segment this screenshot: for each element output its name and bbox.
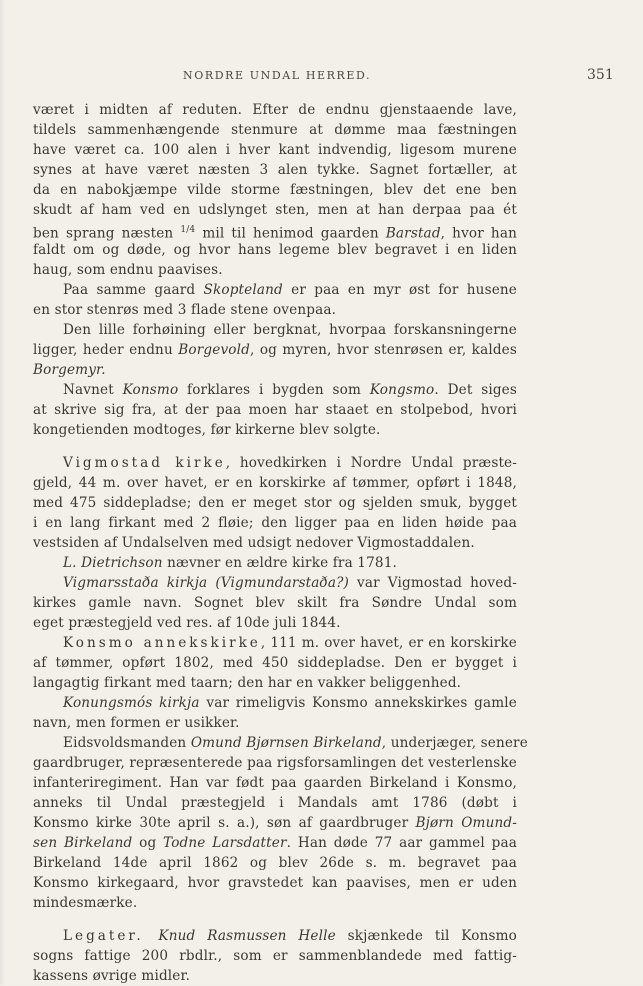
text-line: Vigmostad kirke, hovedkirken i Nordre Undal præste- (63, 455, 517, 471)
person-name: Omund- (461, 815, 517, 831)
place-name: Borgemyr. (33, 362, 106, 378)
text-line: med 475 siddepladse; den er meget stor og sjelden smuk, bygget (33, 495, 517, 511)
text-line: skudt af ham ved en udslynget sten, men at han derpaa paa ét (33, 202, 517, 218)
text-line: i en lang firkant med 2 fløie; den ligger paa en liden høide paa (33, 515, 517, 531)
text-line: kirkes gamle navn. Sognet blev skilt fra Søndre Undal som (33, 595, 517, 611)
text-line: gjeld, 44 m. over havet, er en korskirke af tømmer, opført i 1848, (33, 475, 517, 491)
text-line: tildels sammenhængende stenmure at dømme maa fæstningen (33, 122, 517, 138)
place-name: Kongsmo (369, 382, 435, 398)
text-line (33, 361, 517, 380)
text-line: været i midten af reduten. Efter de endnu gjenstaaende lave, (33, 102, 517, 118)
author-name: L. Dietrichson (63, 555, 163, 571)
text-line: Paa samme gaard Skopteland er paa en myr øst for husene (63, 282, 518, 298)
text-line: mindesmærke. (33, 895, 138, 911)
old-name: Konungsmós kirkja (63, 695, 200, 711)
text-line: sogns fattige 200 rbdlr., som er sammenblandede med fattig- (33, 948, 517, 964)
text-line: ben sprang næsten $^{1/4}$ mil til henimod gaarden Barstad, hvor han (33, 225, 517, 242)
text-line: L. Dietrichson nævner en ældre kirke fra 1781. (63, 555, 397, 571)
text-line: Konsmo kirkegaard, hvor gravstedet kan paavises, men er uden (33, 875, 517, 891)
text-line: en stor stenrøs med 3 flade stene ovenpaa. (33, 302, 337, 318)
place-name: Barstad (385, 225, 441, 242)
header-title: NORDRE UNDAL HERRED. (183, 69, 372, 82)
section-heading: Konsmo annekskirke (63, 635, 261, 651)
place-name: Konsmo (122, 382, 179, 398)
page-number: 351 (587, 67, 614, 83)
text-line: have været ca. 100 alen i hver kant indvendig, ligesom murene (33, 142, 517, 158)
running-header (0, 69, 643, 87)
text-line: Eidsvoldsmanden Omund Bjørnsen Birkeland, underjæger, senere (63, 735, 528, 751)
text-line: synes at have været næsten 3 alen tykke. Sagnet fortæller, at (33, 162, 517, 178)
text-line: af tømmer, opført 1802, med 450 siddepladse. Den er bygget i (33, 655, 517, 671)
text-line: faldt om og døde, og hvor hans legeme blev begravet i en liden (33, 242, 517, 258)
text-line: Vigmarsstaða kirkja (Vigmundarstaða?) var Vigmostad hoved- (63, 575, 517, 591)
text-line: Konsmo annekskirke, 111 m. over havet, er en korskirke (63, 635, 517, 651)
text-line: kassens øvrige midler. (33, 968, 191, 984)
text-line: anneks til Undal præstegjeld i Mandals amt 1786 (døbt i (33, 795, 517, 811)
text-line: Konsmo kirke 30te april s. a.), søn af gaardbruger Bjørn Omund- (33, 815, 517, 831)
text-line: at skrive sig fra, at der paa moen har staaet en stolpebod, hvori (33, 402, 517, 418)
text-line: Navnet Konsmo forklares i bygden som Kongsmo. Det siges (63, 382, 517, 398)
text-line: eget præstegjeld ved res. af 10de juli 1844. (33, 615, 341, 631)
person-name: Knud Rasmussen Helle (158, 928, 336, 944)
fraction: 1/4 (180, 225, 196, 235)
page-edge-shadow (0, 0, 6, 985)
person-name: Bjørn (415, 815, 454, 831)
text-line: vestsiden af Undalselven med udsigt nedover Vigmostaddalen. (33, 535, 475, 551)
section-heading: Vigmostad kirke (63, 455, 226, 471)
person-name: Omund Bjørnsen Birkeland (190, 735, 382, 751)
person-name: Todne Larsdatter (163, 835, 287, 851)
text-line: da en nabokjæmpe vilde storme fæstningen, blev det ene ben (33, 182, 517, 198)
text-line: Legater. Knud Rasmussen Helle skjænkede til Konsmo (63, 928, 517, 944)
text-line: Birkeland 14de april 1862 og blev 26de s. m. begravet paa (33, 855, 517, 871)
text-line: gaardbruger, repræsenterede paa rigsforsamlingen det vesterlenske (33, 755, 517, 771)
place-name: Borgevold (178, 342, 250, 358)
text-line: sen Birkeland og Todne Larsdatter. Han døde 77 aar gammel paa (33, 835, 517, 851)
person-name: sen Birkeland (33, 835, 133, 851)
text-line: ligger, heder endnu Borgevold, og myren, hvor stenrøsen er, kaldes (33, 342, 517, 358)
text-line: langagtig firkant med taarn; den har en vakker beliggenhed. (33, 675, 462, 691)
section-heading: Legater. (63, 928, 159, 944)
text-line: Konungsmós kirkja var rimeligvis Konsmo annekskirkes gamle (63, 695, 517, 711)
text-line: Den lille forhøining eller bergknat, hvorpaa forskansningerne (63, 322, 517, 338)
text-line: kongetienden modtoges, før kirkerne blev solgte. (33, 422, 381, 438)
place-name: Skopteland (203, 282, 283, 298)
old-name: Vigmarsstaða kirkja (Vigmundarstaða?) (63, 575, 349, 591)
text-line: haug, som endnu paavises. (33, 262, 223, 278)
text-line: infanteriregiment. Han var født paa gaarden Birkeland i Konsmo, (33, 775, 517, 791)
text-line: navn, men formen er usikker. (33, 715, 240, 731)
